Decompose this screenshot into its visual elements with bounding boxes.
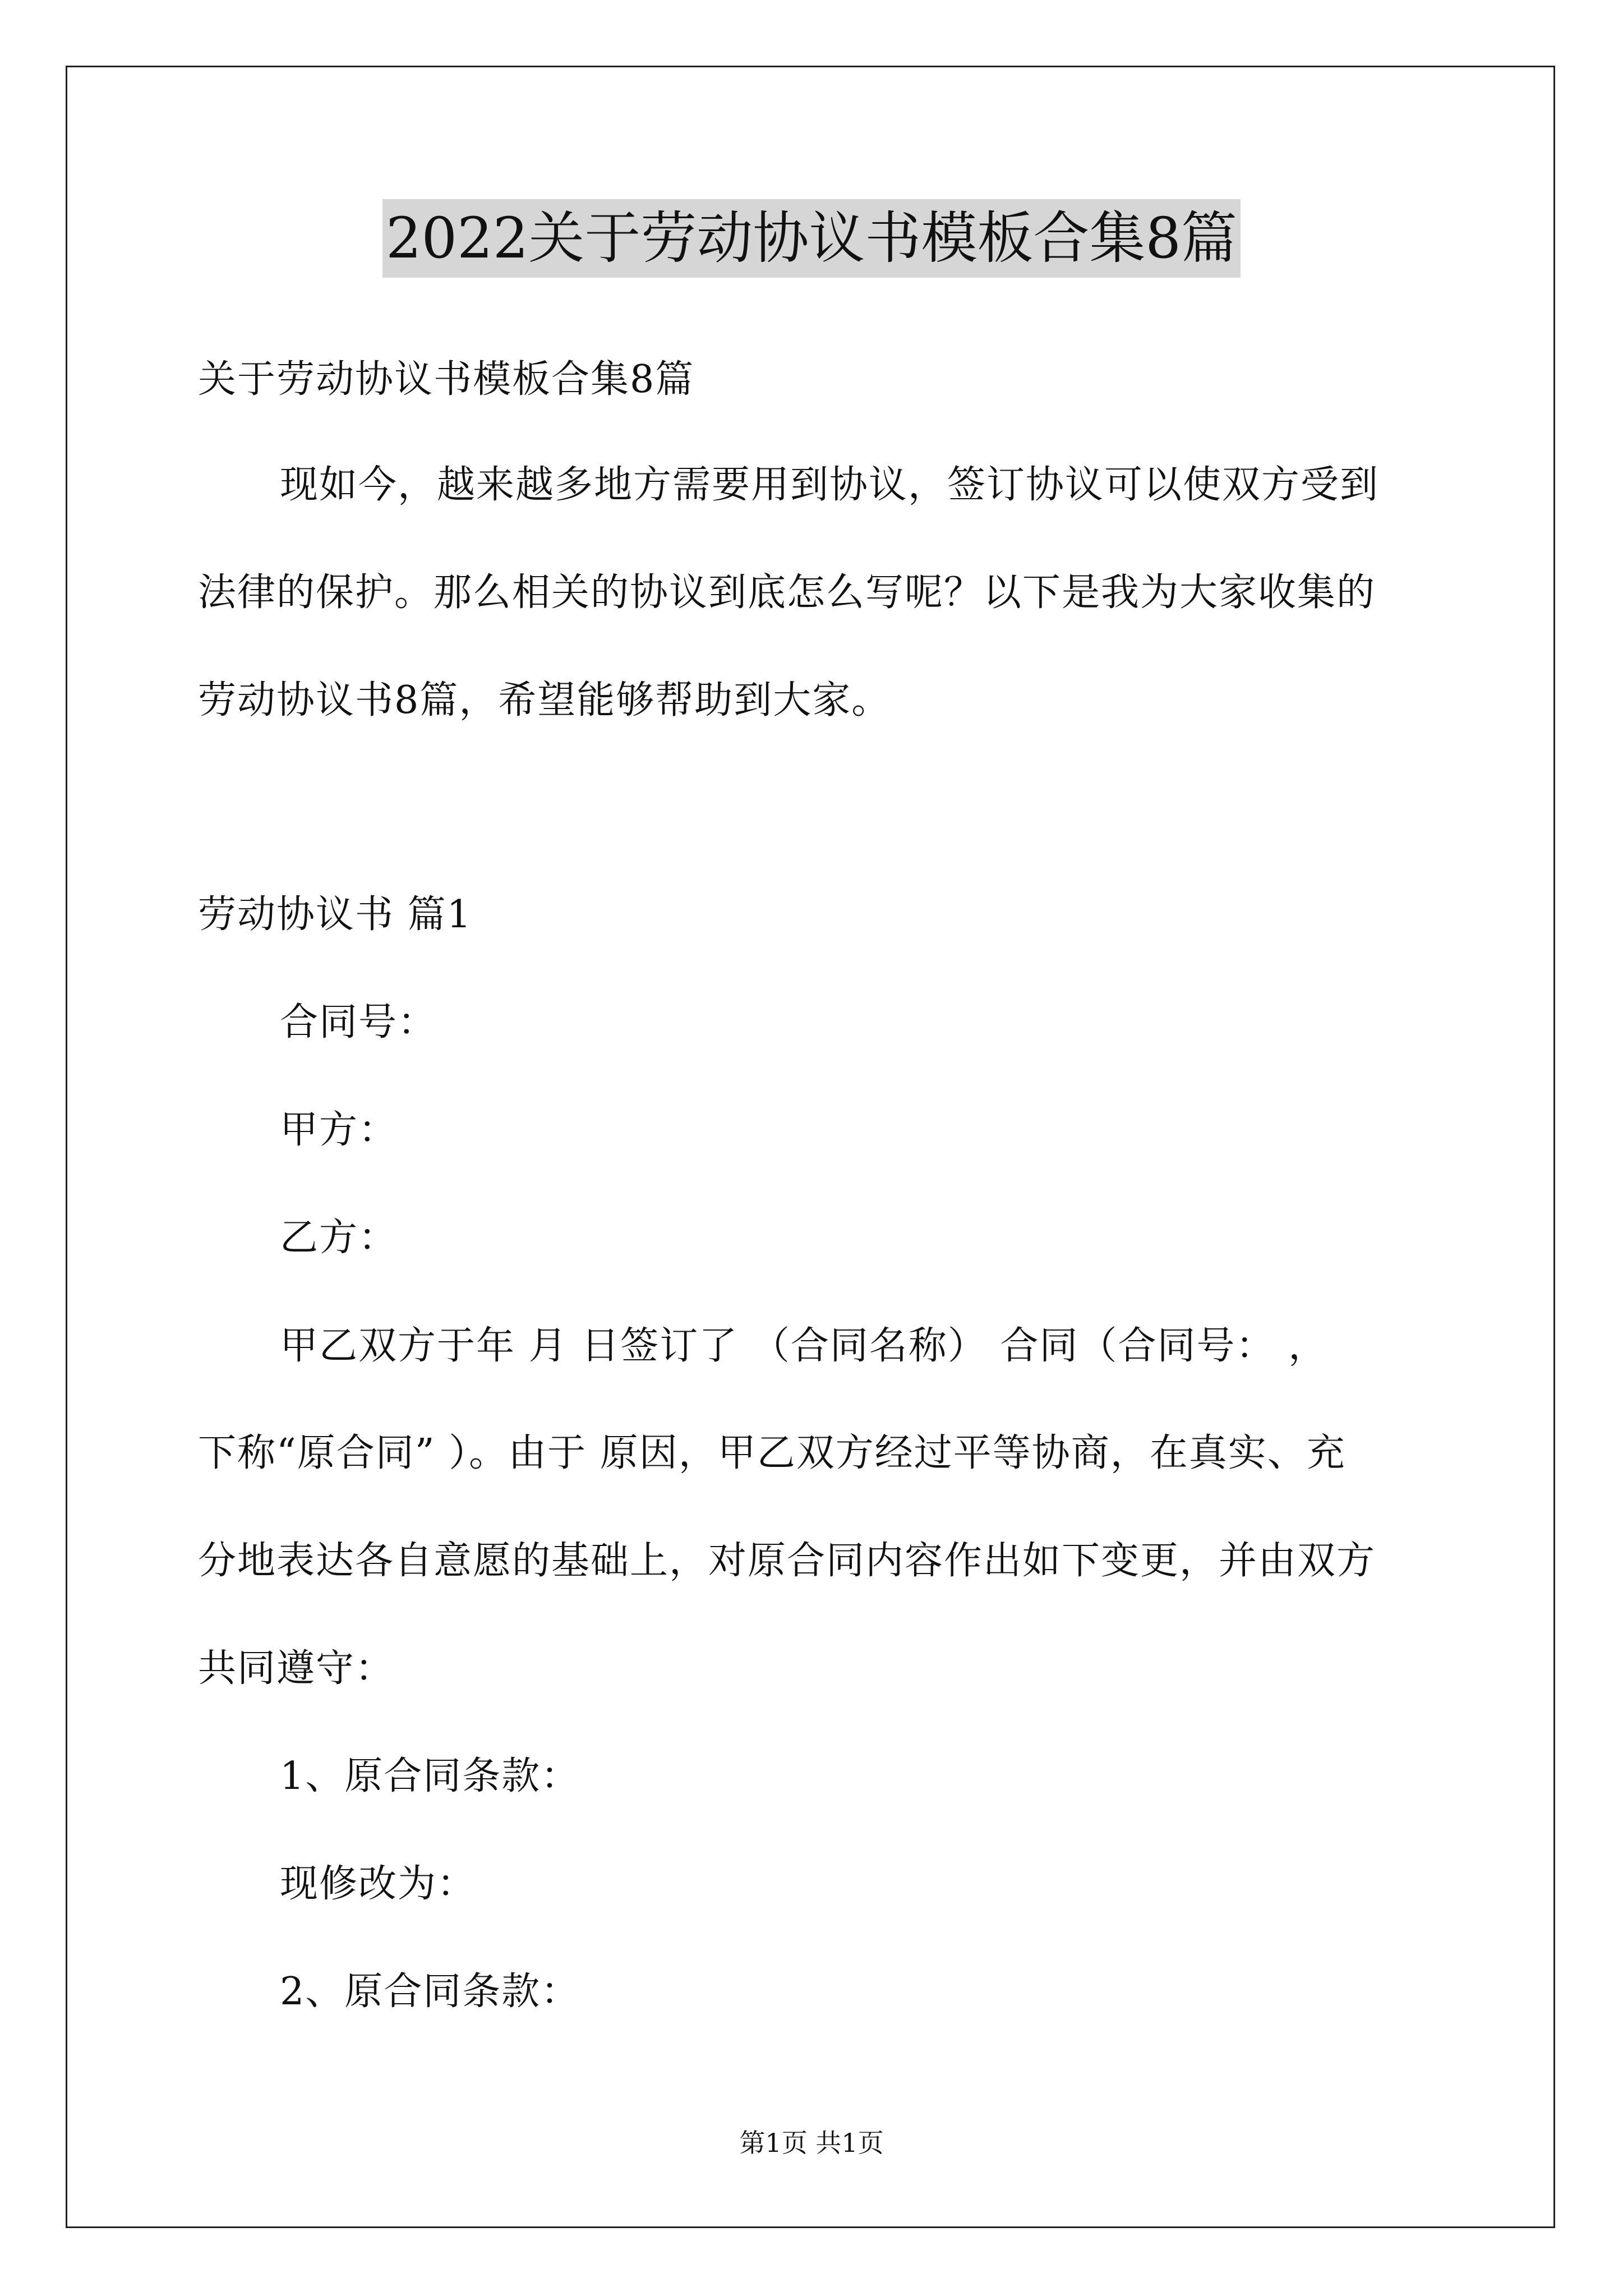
intro-line: 劳动协议书8篇，希望能够帮助到大家。 bbox=[198, 678, 891, 723]
body-line: 共同遵守： bbox=[198, 1646, 395, 1691]
field-contract-number: 合同号： bbox=[280, 1000, 437, 1045]
document-title: 2022关于劳动协议书模板合集8篇 bbox=[382, 199, 1241, 278]
field-party-a: 甲方： bbox=[280, 1108, 398, 1152]
body-line: 下称“原合同” ）。由于 原因，甲乙双方经过平等协商，在真实、充 bbox=[198, 1431, 1346, 1475]
title-container bbox=[0, 199, 1623, 278]
clause-item: 1、原合同条款： bbox=[280, 1754, 580, 1798]
page-footer: 第1页 共1页 bbox=[739, 2128, 884, 2158]
clause-item: 现修改为： bbox=[280, 1862, 477, 1906]
intro-line: 现如今，越来越多地方需要用到协议，签订协议可以使双方受到 bbox=[280, 463, 1380, 507]
clause-item: 2、原合同条款： bbox=[280, 1970, 580, 2014]
body-line: 分地表达各自意愿的基础上，对原合同内容作出如下变更，并由双方 bbox=[198, 1539, 1376, 1583]
intro-line: 法律的保护。那么相关的协议到底怎么写呢？以下是我为大家收集的 bbox=[198, 570, 1376, 615]
document-subtitle: 关于劳动协议书模板合集8篇 bbox=[198, 357, 695, 402]
section-heading: 劳动协议书 篇1 bbox=[198, 892, 472, 937]
field-party-b: 乙方： bbox=[280, 1216, 398, 1260]
body-line: 甲乙双方于年 月 日签订了 （合同名称） 合同（合同号： ， bbox=[280, 1324, 1328, 1368]
